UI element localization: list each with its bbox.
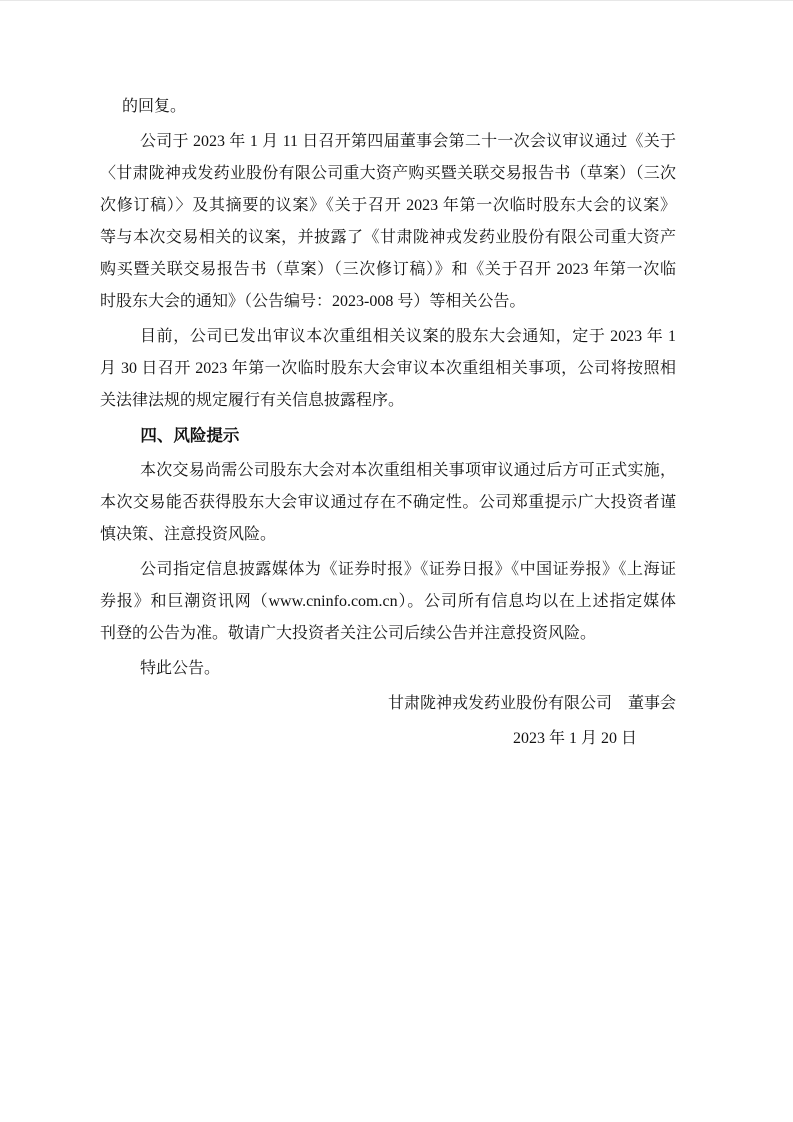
text-line: 公司指定信息披露媒体为《证券时报》《证券日报》《中国证券报》《上海证 <box>140 561 676 578</box>
text-line: 2023 年 1 月 20 日 <box>512 730 637 747</box>
text-line: 本次交易能否获得股东大会审议通过存在不确定性。公司郑重提示广大投资者谨 <box>100 494 676 511</box>
text-line: 四、风险提示 <box>140 426 240 445</box>
text-line: 关法律法规的规定履行有关信息披露程序。 <box>100 392 405 409</box>
paragraph-shareholder-meeting-notice <box>100 321 676 417</box>
text-line: 券报》和巨潮资讯网（www.cninfo.com.cn）。公司所有信息均以在上述指定媒体 <box>100 593 676 610</box>
text-line: 的回复。 <box>122 98 187 115</box>
section-heading-risk <box>100 420 676 452</box>
paragraph-risk-warning <box>100 455 676 551</box>
text-line: 刊登的公告为准。敬请广大投资者关注公司后续公告并注意投资风险。 <box>100 625 597 642</box>
document-content <box>100 91 676 755</box>
text-line: 目前，公司已发出审议本次重组相关议案的股东大会通知，定于 2023 年 1 <box>140 328 676 345</box>
text-line: 次修订稿）〉及其摘要的议案》《关于召开 2023 年第一次临时股东大会的议案》 <box>100 197 676 214</box>
text-line: 甘肃陇神戎发药业股份有限公司 董事会 <box>387 695 676 712</box>
text-line: 特此公告。 <box>140 660 221 677</box>
text-line: 时股东大会的通知》（公告编号：2023-008 号）等相关公告。 <box>100 293 526 310</box>
signature-company <box>100 688 676 720</box>
paragraph-board-meeting <box>100 126 676 318</box>
text-line: 〈甘肃陇神戎发药业股份有限公司重大资产购买暨关联交易报告书（草案）（三次 <box>100 165 676 182</box>
continuation-line <box>100 91 676 123</box>
text-line: 慎决策、注意投资风险。 <box>100 526 277 543</box>
signature-date <box>100 723 676 755</box>
text-line: 月 30 日召开 2023 年第一次临时股东大会审议本次重组相关事项，公司将按照相 <box>100 360 676 377</box>
text-line: 购买暨关联交易报告书（草案）（三次修订稿）》和《关于召开 2023 年第一次临 <box>100 261 676 278</box>
text-line: 等与本次交易相关的议案，并披露了《甘肃陇神戎发药业股份有限公司重大资产 <box>100 229 676 246</box>
paragraph-closing <box>100 653 676 685</box>
text-line: 公司于 2023 年 1 月 11 日召开第四届董事会第二十一次会议审议通过《关于 <box>140 133 676 150</box>
paragraph-disclosure-media <box>100 554 676 650</box>
text-line: 本次交易尚需公司股东大会对本次重组相关事项审议通过后方可正式实施， <box>140 462 676 479</box>
